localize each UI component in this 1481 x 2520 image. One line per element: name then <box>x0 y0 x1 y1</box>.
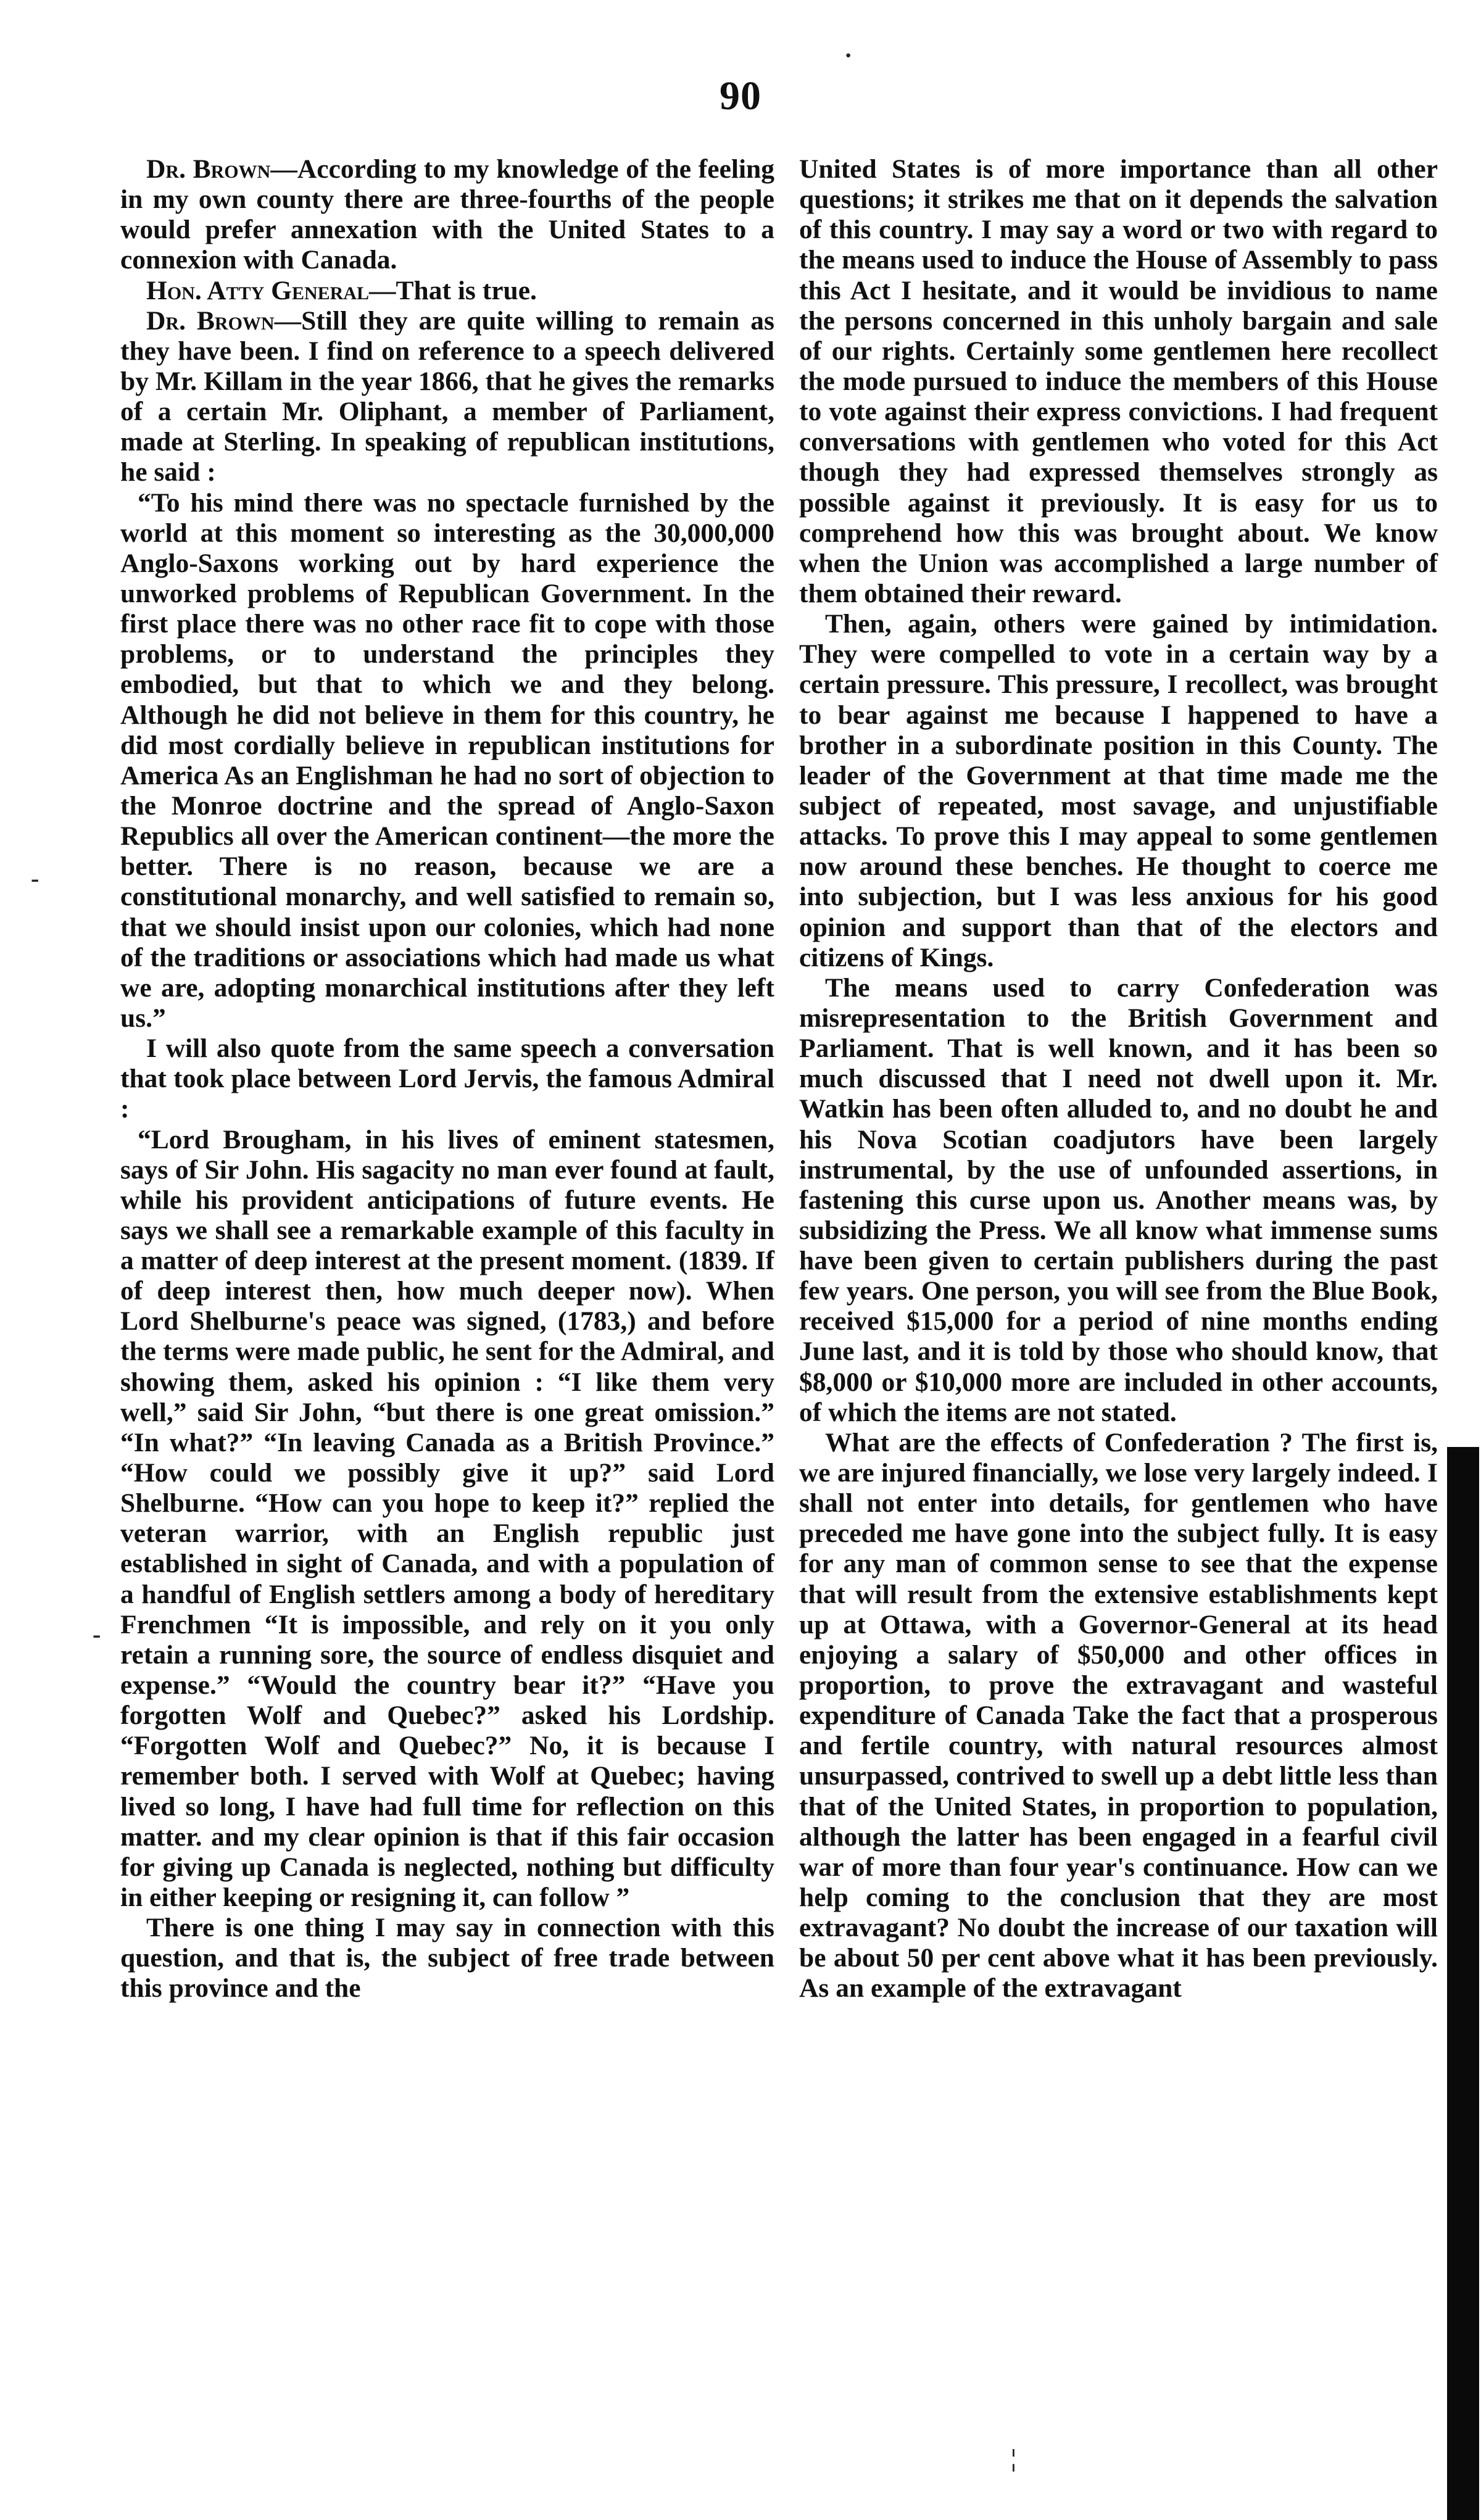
paragraph-attorney-general <box>120 276 774 306</box>
speaker-name: Dr. Brown <box>146 305 275 336</box>
scan-edge-bar <box>1447 1447 1479 2520</box>
right-column <box>799 154 1438 2004</box>
paragraph-text: —That is true. <box>369 275 537 305</box>
paragraph-effects-confederation: What are the effects of Confederation ? The first is, we are injured financially, we lose very largely indeed. I shall not enter into details, for gentlemen who have preceded me have gone into the subject fully. It is easy for any man of common sense to see that the expense that will result from the extensive establishments kept up at Ottawa, with a Governor-General at its head enjoying a salary of $50,000 and other offices in proportion, to prove the extravagant and wasteful expenditure of Canada Take the fact that a prosperous and fertile country, with natural resources almost unsurpassed, contrived to swell up a debt little less than that of the United States, in proportion to population, although the latter has been engaged in a fearful civil war of more than four year's continuance. How can we help coming to the conclusion that they are most extravagant? No doubt the increase of our taxation will be about 50 per cent above what it has been previously. As an example of the extravagant <box>799 1427 1438 2004</box>
speaker-name: Hon. Atty General <box>146 275 370 305</box>
scan-speck: - <box>93 1620 101 1648</box>
quote-oliphant: “To his mind there was no spectacle furnished by the world at this moment so interesting as the 30,000,000 Anglo-Saxons working out by hard experience the unworked problems of Republican Government. In the first place there was no other race fit to cope with those problems, or to understand the principles they embodied, but that to which we and they belong. Although he did not believe in them for this country, he did most cordially believe in republican institutions for America As an Englishman he had no sort of objection to the Monroe doctrine and the spread of Anglo-Saxon Republics all over the American continent—the more the better. There is no reason, because we are a constitutional monarchy, and well satisfied to remain so, that we should insist upon our colonies, which had none of the traditions or associations which had made us what we are, adopting monarchical institutions after they left us.” <box>120 487 774 1033</box>
paragraph-jervis-intro: I will also quote from the same speech a conversation that took place between Lord Jervis, the famous Admiral : <box>120 1034 774 1124</box>
speaker-name: Dr. Brown <box>146 154 271 184</box>
paragraph-free-trade: There is one thing I may say in connection with this question, and that is, the subject of free trade between this province and the <box>120 1913 774 2004</box>
paragraph-text: —According to my knowledge of the feeling in my own county there are three-fourths of the people would prefer annexation with the United States to a connexion with Canada. <box>120 154 774 275</box>
paragraph-intimidation: Then, again, others were gained by intimidation. They were compelled to vote in a certain way by a certain pressure. This pressure, I recollect, was brought to bear against me because I happened to have a brother in a subordinate position in this County. The leader of the Government at that time made me the subject of repeated, most savage, and unjustifiable attacks. To prove this I may appeal to some gentlemen now around these benches. He thought to coerce me into subjection, but I was less anxious for his good opinion and support than that of the electors and citizens of Kings. <box>799 609 1438 972</box>
page-number: 90 <box>720 73 761 118</box>
quote-brougham: “Lord Brougham, in his lives of eminent statesmen, says of Sir John. His sagacity no man ever found at fault, while his provident anticipations of future events. He says we shall see a remarkable example of this faculty in a matter of deep interest at the present moment. (1839. If of deep interest then, how much deeper now). When Lord Shelburne's peace was signed, (1783,) and before the terms were made public, he sent for the Admiral, and showing them, asked his opinion : “I like them very well,” said Sir John, “but there is one great omission.” “In what?” “In leaving Canada as a British Province.” “How could we possibly give it up?” said Lord Shelburne. “How can you hope to keep it?” replied the veteran warrior, with an English republic just established in sight of Canada, and with a population of a handful of English settlers among a body of hereditary Frenchmen “It is impossible, and rely on it you only retain a running sore, the source of endless disquiet and expense.” “Would the country bear it?” “Have you forgotten Wolf and Quebec?” asked his Lordship. “Forgotten Wolf and Quebec?” No, it is because I remember both. I served with Wolf at Quebec; having lived so long, I have had full time for reflection on this matter. and my clear opinion is that if this fair occasion for giving up Canada is neglected, nothing but difficulty in either keeping or resigning it, can follow ” <box>120 1124 774 1913</box>
paragraph-misrepresentation: The means used to carry Confederation was misrepresentation to the British Government and Parliament. That is well known, and it has been so much discussed that I need not dwell upon it. Mr. Watkin has been often alluded to, and no doubt he and his Nova Scotian coadjutors have been largely instrumental, by the use of unfounded assertions, in fastening this curse upon us. Another means was, by subsidizing the Press. We all know what immense sums have been given to certain publishers during the past few years. One person, you will see from the Blue Book, received $15,000 for a period of nine months ending June last, and it is told by those who should know, that $8,000 or $10,000 more are included in other accounts, of which the items are not stated. <box>799 972 1438 1427</box>
paragraph-brown-killam <box>120 306 774 488</box>
paragraph-text: —Still they are quite willing to remain as they have been. I find on reference to a speech delivered by Mr. Killam in the year 1866, that he gives the remarks of a certain Mr. Oliphant, a member of Parliament, made at Sterling. In speaking of republican institutions, he said : <box>120 305 774 487</box>
paragraph-united-states: United States is of more importance than all other questions; it strikes me that on it depends the salvation of this country. I may say a word or two with regard to the means used to induce the House of Assembly to pass this Act I hesitate, and it would be invidious to name the persons concerned in this unholy bargain and sale of our rights. Certainly some gentlemen here recollect the mode pursued to induce the members of this House to vote against their express convictions. I had frequent conversations with gentlemen who voted for this Act though they had expressed themselves strongly as possible against it previously. It is easy for us to comprehend how this was brought about. We know when the Union was accomplished a large number of them obtained their reward. <box>799 154 1438 608</box>
left-column <box>120 154 774 2004</box>
scan-speck: · <box>844 41 853 69</box>
paragraph-brown-annexation <box>120 154 774 276</box>
scan-speck: - <box>31 864 39 892</box>
scan-speck: ¦ <box>1011 2444 1016 2472</box>
